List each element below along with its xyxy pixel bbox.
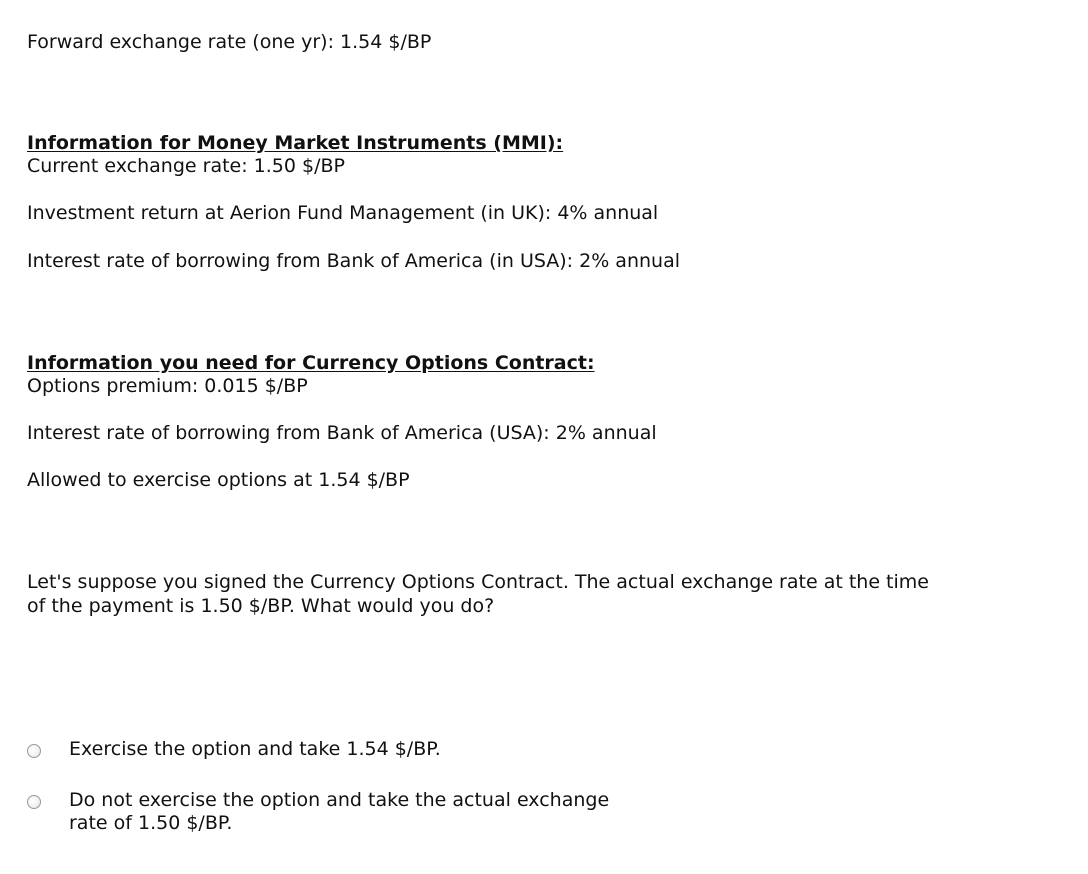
answer-option-not-exercise[interactable] bbox=[27, 789, 649, 835]
options-exercise-rate: Allowed to exercise options at 1.54 $/BP bbox=[27, 469, 410, 491]
answer-option-exercise[interactable] bbox=[27, 738, 649, 761]
mmi-heading: Information for Money Market Instruments (MMI): bbox=[27, 132, 564, 154]
mmi-investment-return: Investment return at Aerion Fund Management (in UK): 4% annual bbox=[27, 202, 659, 224]
mmi-borrowing-rate: Interest rate of borrowing from Bank of America (in USA): 2% annual bbox=[27, 250, 680, 272]
mmi-current-rate: Current exchange rate: 1.50 $/BP bbox=[27, 155, 345, 177]
answer-label-not-exercise[interactable]: Do not exercise the option and take the actual exchange rate of 1.50 $/BP. bbox=[69, 789, 610, 834]
options-heading: Information you need for Currency Options Contract: bbox=[27, 352, 595, 374]
options-borrowing-rate: Interest rate of borrowing from Bank of America (USA): 2% annual bbox=[27, 422, 657, 444]
forward-rate-text: Forward exchange rate (one yr): 1.54 $/BP bbox=[27, 31, 432, 53]
answer-label-exercise[interactable]: Exercise the option and take 1.54 $/BP. bbox=[69, 738, 441, 760]
radio-button-exercise[interactable] bbox=[27, 744, 41, 758]
question-text: Let's suppose you signed the Currency Options Contract. The actual exchange rate at the time of the payment is 1.50 $/BP. What would you do? bbox=[27, 571, 929, 617]
options-premium: Options premium: 0.015 $/BP bbox=[27, 375, 308, 397]
radio-button-not-exercise[interactable] bbox=[27, 795, 41, 809]
